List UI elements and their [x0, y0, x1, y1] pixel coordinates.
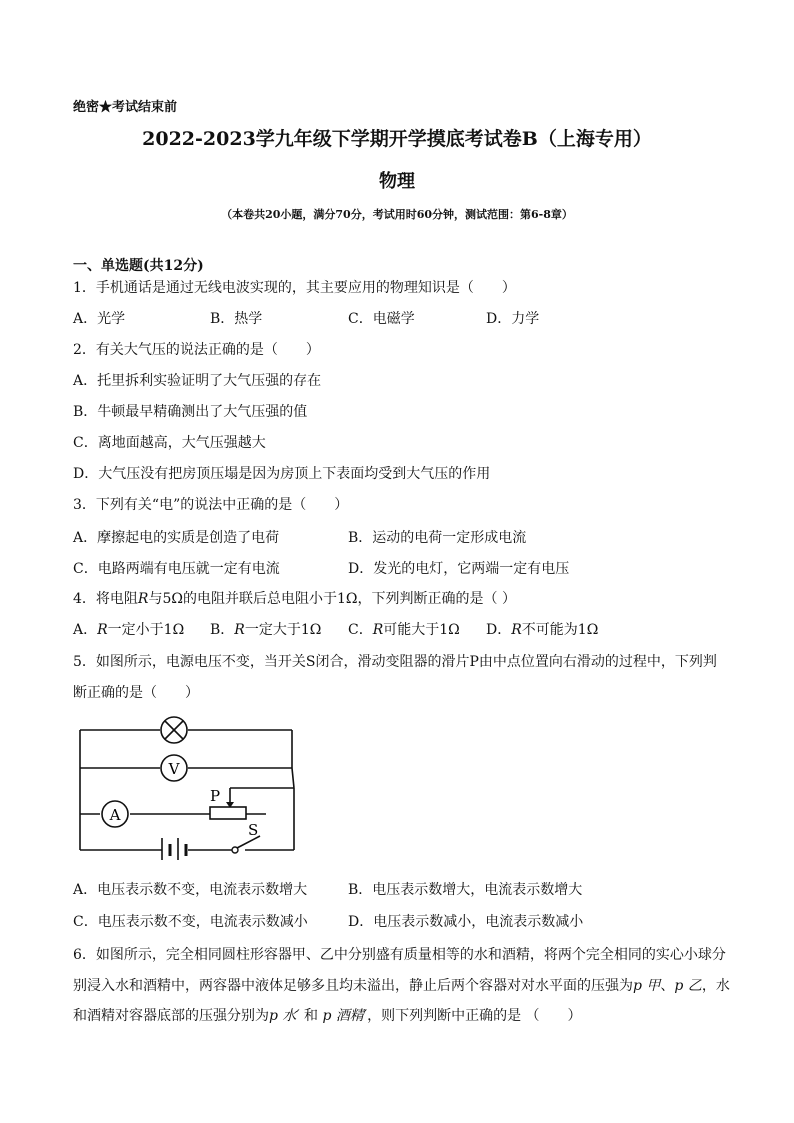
- q6-p-jia: p 甲: [633, 978, 661, 994]
- q3-option-c: C．电路两端有电压就一定有电流: [73, 561, 280, 577]
- ammeter-label: A: [109, 806, 121, 824]
- q3-option-a: A．摩擦起电的实质是创造了电荷: [73, 530, 280, 546]
- q4-var-r: R: [137, 591, 149, 607]
- q2-option-c: C．离地面越高，大气压强越大: [73, 435, 266, 451]
- q2-option-d: D．大气压没有把房顶压塌是因为房顶上下表面均受到大气压的作用: [73, 466, 491, 482]
- q5-option-b: B．电压表示数增大，电流表示数增大: [348, 882, 583, 898]
- q4-stem: [73, 589, 516, 609]
- q6-p-yi: p 乙: [674, 978, 702, 994]
- q3-stem: 3．下列有关“电”的说法中正确的是（ ）: [73, 497, 349, 513]
- q4-option-d-var: R: [511, 622, 522, 638]
- q5-option-c: C．电压表示数不变，电流表示数减小: [73, 914, 308, 930]
- q6-line3-post: ，则下列判断中正确的是 （ ）: [367, 1008, 582, 1024]
- q4-option-d-label: D．: [486, 622, 512, 638]
- q4-option-c: [348, 620, 460, 640]
- q6-separator: 、: [660, 978, 675, 994]
- lamp-icon: [161, 717, 187, 743]
- ammeter-icon: [102, 801, 128, 827]
- q6-line2: [73, 976, 730, 996]
- q5-option-a: A．电压表示数不变，电流表示数增大: [73, 882, 308, 898]
- q6-line1: 6．如图所示，完全相同圆柱形容器甲、乙中分别盛有质量相等的水和酒精，将两个完全相同的实心小球分: [73, 947, 726, 963]
- q4-option-b: [210, 620, 321, 640]
- slider-label: P: [210, 787, 221, 805]
- q6-p-alcohol: p 酒精′: [322, 1008, 368, 1024]
- q4-option-a-text: 一定小于1Ω: [107, 622, 185, 638]
- q4-option-c-var: R: [372, 622, 384, 638]
- q4-option-a-label: A．: [73, 622, 98, 638]
- q1-option-b: B．热学: [210, 311, 263, 327]
- q3-option-d: D．发光的电灯，它两端一定有电压: [348, 561, 570, 577]
- q6-line2-post: ，水: [701, 978, 730, 994]
- q4-stem-pre: 4．将电阻: [73, 591, 138, 607]
- q4-option-d-text: 不可能为1Ω: [521, 622, 599, 638]
- circuit-diagram: [70, 708, 310, 860]
- q6-line2-pre: 别浸入水和酒精中，两容器中液体足够多且均未溢出，静止后两个容器对对水平面的压强为: [73, 978, 633, 994]
- voltmeter-label: V: [168, 760, 180, 778]
- secret-label: 绝密★考试结束前: [73, 100, 178, 115]
- q5-stem-line1: 5．如图所示，电源电压不变，当开关S闭合，滑动变阻器的滑片P由中点位置向右滑动的过程中，下列判: [73, 654, 717, 670]
- battery-icon: [162, 838, 186, 860]
- q1-option-c: C．电磁学: [348, 311, 415, 327]
- q2-option-b: B．牛顿最早精确测出了大气压强的值: [73, 404, 308, 420]
- q1-option-d: D．力学: [486, 311, 540, 327]
- q2-stem: 2．有关大气压的说法正确的是（ ）: [73, 342, 320, 358]
- exam-title: 2022-2023学九年级下学期开学摸底考试卷B（上海专用）: [142, 128, 652, 150]
- rheostat-icon: [210, 807, 246, 819]
- q4-option-b-label: B．: [210, 622, 235, 638]
- q6-p-water: p 水′: [269, 1008, 300, 1024]
- q4-option-a-var: R: [97, 622, 108, 638]
- q6-line3-pre: 和酒精对容器底部的压强分别为: [73, 1008, 269, 1024]
- switch-label: S: [248, 821, 259, 839]
- section-title: 一、单选题(共12分): [73, 258, 204, 274]
- q4-option-b-text: 一定大于1Ω: [244, 622, 322, 638]
- q3-option-b: B．运动的电荷一定形成电流: [348, 530, 527, 546]
- q4-option-a: [73, 620, 184, 640]
- exam-subject: 物理: [379, 171, 415, 192]
- q2-option-a: A．托里拆利实验证明了大气压强的存在: [73, 373, 322, 389]
- q4-option-b-var: R: [234, 622, 245, 638]
- q1-stem: 1．手机通话是通过无线电波实现的，其主要应用的物理知识是（ ）: [73, 280, 516, 296]
- voltmeter-icon: [161, 755, 187, 781]
- q4-option-c-label: C．: [348, 622, 373, 638]
- exam-note: （本卷共20小题，满分70分，考试用时60分钟，测试范围：第6-8章）: [221, 208, 573, 221]
- q4-stem-post: 与5Ω的电阻并联后总电阻小于1Ω，下列判断正确的是（ ）: [148, 591, 516, 607]
- q5-stem-line2: 断正确的是（ ）: [73, 685, 199, 701]
- q6-line3: [73, 1006, 582, 1026]
- q4-option-c-text: 可能大于1Ω: [383, 622, 460, 638]
- q1-option-a: A．光学: [73, 311, 126, 327]
- q6-and: 和: [299, 1008, 323, 1024]
- q4-option-d: [486, 620, 598, 640]
- q5-option-d: D．电压表示数减小，电流表示数减小: [348, 914, 584, 930]
